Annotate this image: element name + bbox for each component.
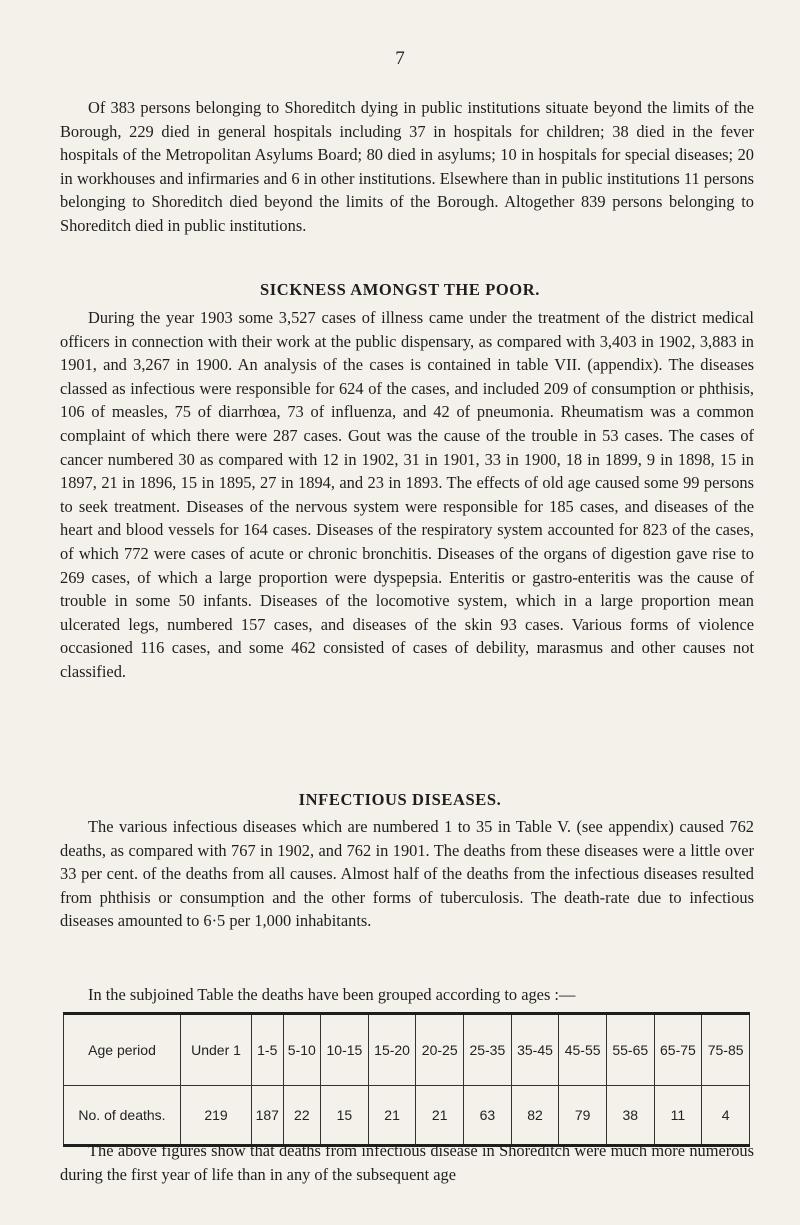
deaths-cell: 63	[464, 1086, 512, 1146]
age-cell: 65-75	[654, 1014, 702, 1086]
deaths-cell: 79	[559, 1086, 607, 1146]
age-cell: Under 1	[181, 1014, 252, 1086]
age-cell: 20-25	[416, 1014, 464, 1086]
deaths-label: No. of deaths.	[64, 1086, 181, 1146]
age-cell: 25-35	[464, 1014, 512, 1086]
sickness-paragraph: During the year 1903 some 3,527 cases of illness came under the treatment of the district medical officers in connection with their work at the public dispensary, as compared with 3,403 in 1902, 3,883 in 1901, and 3,267 in 1900. An analysis of the cases is contained in table VII. (appendix). The diseases classed as infectious were responsible for 624 of the cases, and included 209 of consumption or phthisis, 106 of measles, 75 of diarrhœa, 73 of influenza, and 42 of pneumonia. Rheumatism was a common complaint of which there were 287 cases. Gout was the cause of the trouble in 53 cases. The cases of cancer numbered 30 as compared with 12 in 1902, 31 in 1901, 33 in 1900, 18 in 1899, 9 in 1898, 15 in 1897, 21 in 1896, 15 in 1895, 27 in 1894, and 23 in 1893. The effects of old age caused some 99 persons to seek treatment. Diseases of the nervous system were responsible for 185 cases, and diseases of the heart and blood vessels for 164 cases. Diseases of the respiratory system accounted for 823 of the cases, of which 772 were cases of acute or chronic bronchitis. Diseases of the organs of digestion gave rise to 269 cases, of which a large proportion were dyspepsia. Enteritis or gastro-enteritis was the cause of trouble in some 50 infants. Diseases of the locomotive system, which in a large proportion mean ulcerated legs, numbered 157 cases, and diseases of the skin 93 cases. Various forms of violence occasioned 116 cases, and some 462 consisted of cases of debility, marasmus and other causes not classified.	[60, 308, 754, 681]
infectious-heading: INFECTIOUS DISEASES.	[298, 790, 502, 809]
deaths-cell: 38	[606, 1086, 654, 1146]
age-cell: 1-5	[252, 1014, 284, 1086]
closing-paragraph: The above figures show that deaths from infectious disease in Shoreditch were much more numerous during the first year of life than in any of the subsequent age	[60, 1141, 754, 1184]
table-intro-paragraph: In the subjoined Table the deaths have been grouped according to ages :—	[88, 985, 576, 1004]
deaths-cell: 21	[368, 1086, 416, 1146]
deaths-cell: 21	[416, 1086, 464, 1146]
deaths-cell: 219	[181, 1086, 252, 1146]
age-cell: 15-20	[368, 1014, 416, 1086]
page-number: 7	[395, 48, 405, 69]
deaths-row	[64, 1086, 750, 1146]
age-period-label: Age period	[64, 1014, 181, 1086]
deaths-cell: 187	[252, 1086, 284, 1146]
deaths-cell: 11	[654, 1086, 702, 1146]
age-cell: 35-45	[511, 1014, 559, 1086]
deaths-cell: 15	[321, 1086, 369, 1146]
age-cell: 5-10	[283, 1014, 321, 1086]
age-cell: 55-65	[606, 1014, 654, 1086]
infectious-paragraph: The various infectious diseases which are numbered 1 to 35 in Table V. (see appendix) caused 762 deaths, as compared with 767 in 1902, and 762 in 1901. The deaths from these diseases were a little over 33 per cent. of the deaths from all causes. Almost half of the deaths from the infectious diseases resulted from phthisis or consumption and the other forms of tuberculosis. The death-rate due to infectious diseases amounted to 6·5 per 1,000 inhabitants.	[60, 817, 754, 931]
age-period-row	[64, 1014, 750, 1086]
age-deaths-table	[63, 1012, 750, 1147]
deaths-cell: 4	[702, 1086, 750, 1146]
deaths-cell: 82	[511, 1086, 559, 1146]
age-cell: 45-55	[559, 1014, 607, 1086]
age-cell: 10-15	[321, 1014, 369, 1086]
age-deaths-table-wrapper	[63, 1012, 750, 1147]
sickness-heading: SICKNESS AMONGST THE POOR.	[260, 280, 540, 299]
intro-paragraph: Of 383 persons belonging to Shoreditch dying in public institutions situate beyond the limits of the Borough, 229 died in general hospitals including 37 in hospitals for children; 38 died in the fever hospitals of the Metropolitan Asylums Board; 80 died in asylums; 10 in hospitals for special diseases; 20 in workhouses and infirmaries and 6 in other institutions. Elsewhere than in public institutions 11 persons belonging to Shoreditch died beyond the limits of the Borough. Altogether 839 persons belonging to Shoreditch died in public institutions.	[60, 98, 754, 235]
deaths-cell: 22	[283, 1086, 321, 1146]
age-cell: 75-85	[702, 1014, 750, 1086]
